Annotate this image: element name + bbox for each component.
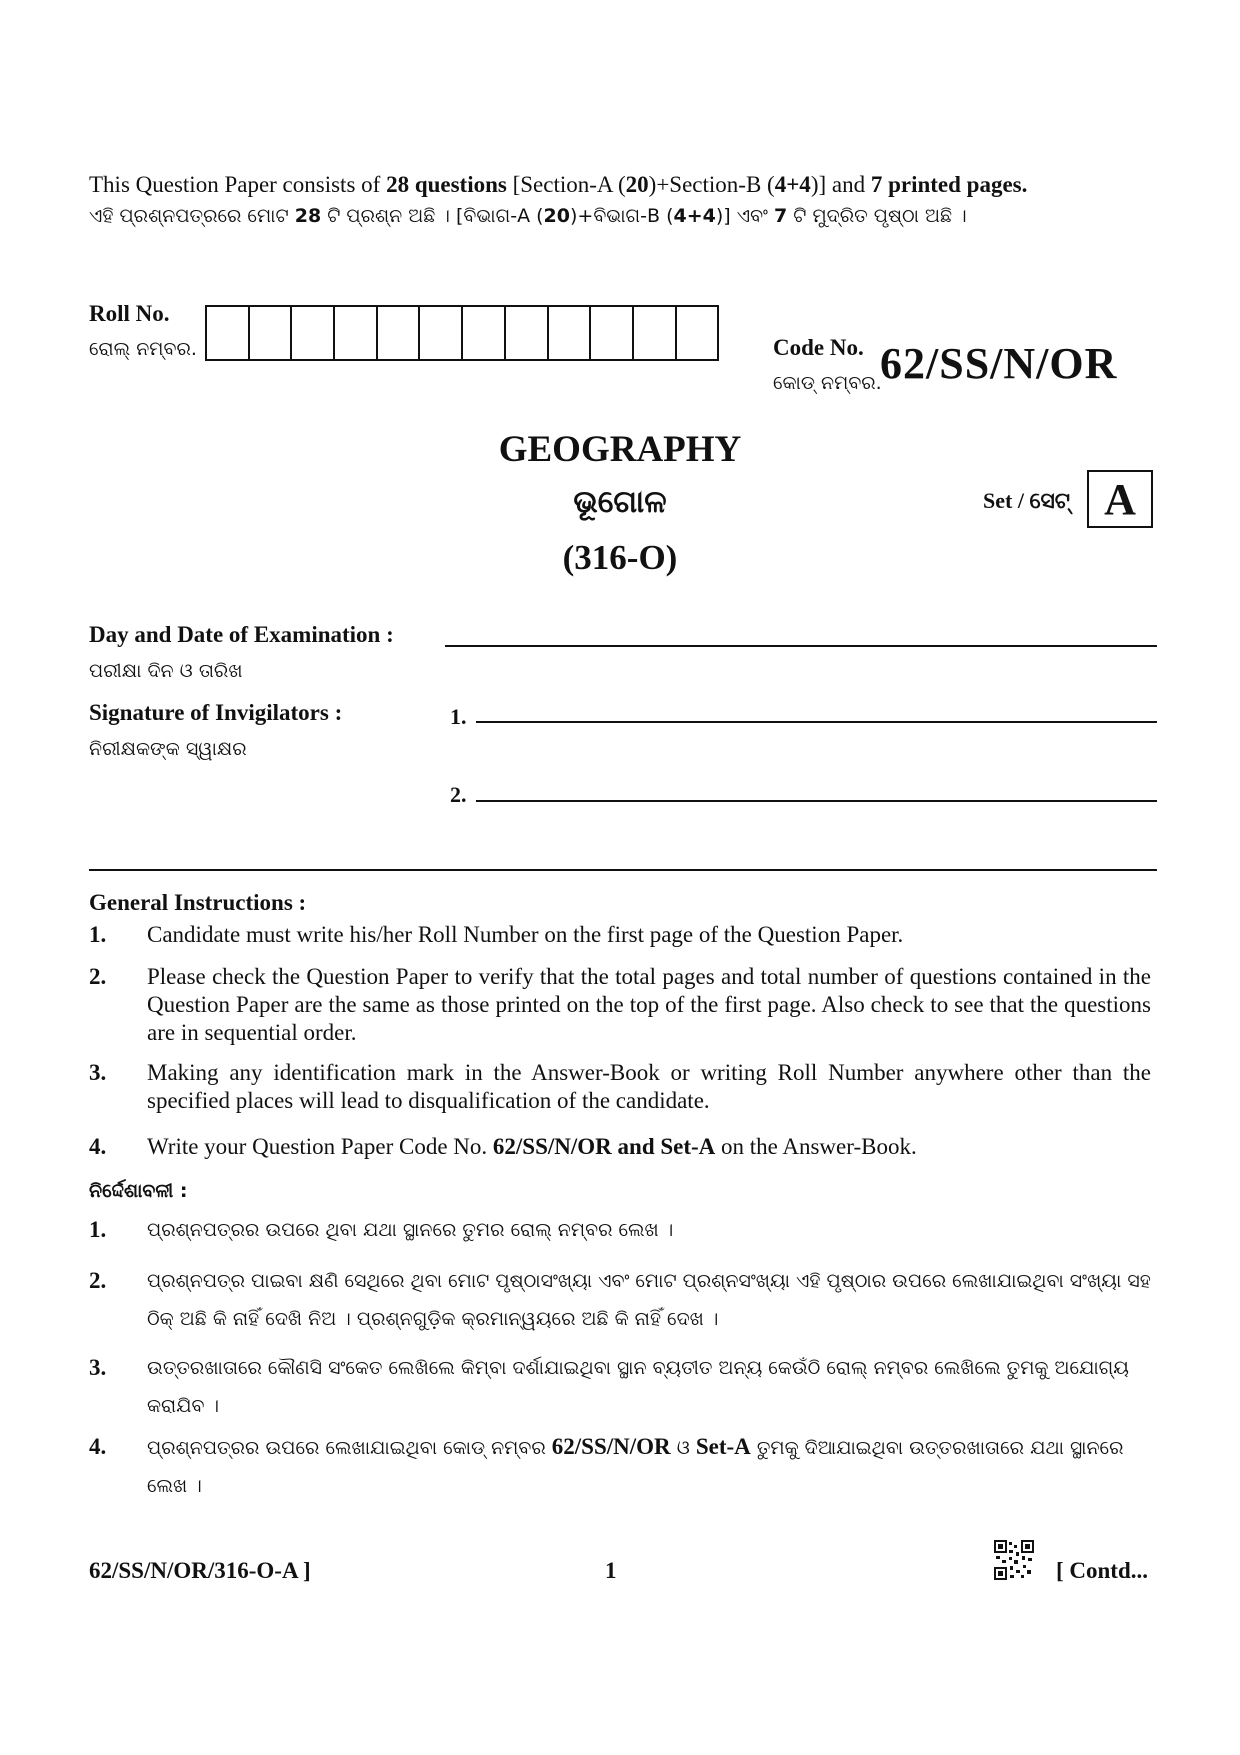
header-line-or [89, 205, 967, 227]
header-text: This Question Paper consists of [89, 172, 387, 197]
header-text: ଟି ପ୍ରଶ୍ନ ଅଛି । [ବିଭାଗ-A ( [321, 205, 544, 227]
header-text: 20 [543, 205, 570, 227]
roll-digit-box[interactable] [591, 307, 634, 359]
roll-digit-box[interactable] [677, 307, 720, 359]
signature-line-2[interactable] [476, 800, 1157, 802]
invigilator-signature-label-or: ନିରୀକ୍ଷକଙ୍କ ସ୍ୱାକ୍ଷର [89, 738, 247, 760]
instruction-text [147, 1133, 1151, 1161]
set-label: Set / ସେଟ୍ [983, 488, 1071, 513]
header-text: ଟି ମୁଦ୍ରିତ ପୃଷ୍ଠା ଅଛି । [787, 205, 967, 227]
instruction-item-en [89, 1059, 1151, 1115]
code-label-en: Code No. [773, 335, 864, 360]
instruction-item-en [89, 1133, 1151, 1161]
code-number: 62/SS/N/OR [880, 339, 1118, 388]
header-text: )+ବିଭାଗ-B ( [569, 205, 674, 227]
instruction-text-part: Set-A [695, 1434, 751, 1459]
instruction-text: Making any identification mark in the Answer-Book or writing Roll Number anywhere other than the specified places will lead to disqualification of the candidate. [147, 1060, 1151, 1113]
instruction-text: Please check the Question Paper to verify that the total pages and total number of questions contained in the Question Paper are the same as those printed on the top of the first page. Also check to see that the questions are in sequential order. [147, 964, 1151, 1045]
roll-digit-box[interactable] [463, 307, 506, 359]
roll-digit-box[interactable] [250, 307, 293, 359]
instruction-text-part: ପ୍ରଶ୍ନପତ୍ରର ଉପରେ ଲେଖାଯାଇଥିବା କୋଡ୍ ନମ୍ବର [147, 1437, 552, 1459]
instruction-number: 2. [89, 964, 107, 989]
instruction-text: Candidate must write his/her Roll Number on the first page of the Question Paper. [147, 922, 904, 947]
qr-code-icon [994, 1540, 1034, 1580]
header-text: 28 questions [386, 172, 507, 197]
instruction-item-or [89, 1211, 1151, 1249]
header-text: )] and [810, 172, 871, 197]
general-instructions-title: General Instructions : [89, 890, 307, 915]
set-value: A [1104, 474, 1136, 524]
header-text: 4+4 [774, 172, 811, 197]
instruction-number: 3. [89, 1355, 107, 1380]
header-text: 7 printed pages. [870, 172, 1028, 197]
instruction-item-en [89, 963, 1151, 1047]
instruction-number: 4. [89, 1434, 107, 1459]
subject-code: (316-O) [562, 538, 678, 577]
roll-digit-box[interactable] [420, 307, 463, 359]
instruction-number: 2. [89, 1268, 107, 1293]
header-text: [Section-A ( [506, 172, 626, 197]
roll-label-en: Roll No. [89, 301, 170, 326]
instruction-item-or [89, 1262, 1151, 1338]
roll-digit-box[interactable] [506, 307, 549, 359]
subject-title-en: GEOGRAPHY [498, 429, 742, 470]
instruction-text: ପ୍ରଶ୍ନପତ୍ର ପାଇବା କ୍ଷଣି ସେଥିରେ ଥିବା ମୋଟ ପୃଷ୍ଠାସଂଖ୍ୟା ଏବଂ ମୋଟ ପ୍ରଶ୍ନସଂଖ୍ୟା ଏହି ପୃଷ୍ଠାର ଉପରେ ଲେଖାଯାଇଥିବା ସଂଖ୍ୟା ସହ ଠିକ୍ ଅଛି କି ନାହିଁ ଦେଖି ନିଅ । ପ୍ରଶ୍ନଗୁଡ଼ିକ କ୍ରମାନ୍ୱୟରେ ଅଛି କି ନାହିଁ ଦେଖ । [147, 1270, 1151, 1330]
header-text: 7 [773, 205, 788, 227]
exam-date-label-en: Day and Date of Examination : [89, 622, 394, 647]
instruction-text: ଉତ୍ତରଖାତାରେ କୌଣସି ସଂକେତ ଲେଖିଲେ କିମ୍ବା ଦର୍ଶାଯାଇଥିବା ସ୍ଥାନ ବ୍ୟତୀତ ଅନ୍ୟ କେଉଁଠି ରୋଲ୍ ନମ୍ବର ଲେଖିଲେ ତୁମକୁ ଅଯୋଗ୍ୟ କରାଯିବ । [147, 1357, 1129, 1417]
instruction-text: ପ୍ରଶ୍ନପତ୍ରର ଉପରେ ଥିବା ଯଥା ସ୍ଥାନରେ ତୁମର ରୋଲ୍ ନମ୍ବର ଲେଖ । [147, 1219, 674, 1241]
header-text: ଏହି ପ୍ରଶ୍ନପତ୍ରରେ ମୋଟ [89, 205, 295, 227]
set-value-box [1087, 470, 1153, 528]
instruction-text-part: ଓ [670, 1437, 696, 1459]
roll-digit-box[interactable] [292, 307, 335, 359]
instruction-text-part: ତୁମକୁ ଦିଆଯାଇଥିବା ଉତ୍ତରଖାତାରେ ଯଥା ସ୍ଥାନରେ ଲେଖ । [147, 1437, 1124, 1497]
header-text: 28 [294, 205, 322, 227]
instruction-text-part: 62/SS/N/OR and Set-A [492, 1134, 716, 1159]
instruction-text-part: Write your Question Paper Code No. [147, 1134, 493, 1159]
exam-date-line[interactable] [445, 645, 1157, 647]
signature-line-1[interactable] [476, 721, 1157, 723]
roll-number-boxes[interactable] [205, 305, 719, 361]
roll-digit-box[interactable] [549, 307, 592, 359]
code-label-or: କୋଡ୍ ନମ୍ବର. [773, 372, 882, 394]
signature-number-1: 1. [450, 704, 467, 729]
exam-date-label-or: ପରୀକ୍ଷା ଦିନ ଓ ତାରିଖ [89, 660, 243, 682]
instruction-item-en [89, 921, 1151, 949]
subject-title-or: ଭୂଗୋଳ [573, 484, 667, 520]
roll-label-or: ରୋଲ୍ ନମ୍ବର. [89, 338, 197, 360]
instruction-number: 4. [89, 1134, 107, 1159]
invigilator-signature-label-en: Signature of Invigilators : [89, 700, 343, 725]
instruction-text [147, 1428, 1151, 1505]
instruction-item-or [89, 1428, 1151, 1505]
instruction-number: 1. [89, 1217, 107, 1242]
roll-digit-box[interactable] [634, 307, 677, 359]
continued-label: [ Contd... [1056, 1558, 1149, 1583]
header-text: )] ଏବଂ [715, 205, 774, 227]
instruction-text-part: on the Answer-Book. [715, 1134, 917, 1159]
roll-digit-box[interactable] [378, 307, 421, 359]
header-text: 4+4 [673, 205, 716, 227]
instruction-text-part: 62/SS/N/OR [551, 1434, 671, 1459]
header-text: )+Section-B ( [648, 172, 775, 197]
section-divider [89, 869, 1157, 871]
roll-digit-box[interactable] [335, 307, 378, 359]
header-line-en [89, 172, 1027, 198]
odia-instructions-title: ନିର୍ଦ୍ଦେଶାବଳୀ : [89, 1180, 188, 1202]
roll-digit-box[interactable] [207, 307, 250, 359]
signature-number-2: 2. [450, 782, 467, 807]
instruction-item-or [89, 1349, 1151, 1425]
instruction-number: 3. [89, 1060, 107, 1085]
page-number: 1 [605, 1558, 617, 1583]
header-text: 20 [625, 172, 649, 197]
instruction-number: 1. [89, 922, 107, 947]
footer-paper-code: 62/SS/N/OR/316-O-A ] [89, 1558, 311, 1583]
